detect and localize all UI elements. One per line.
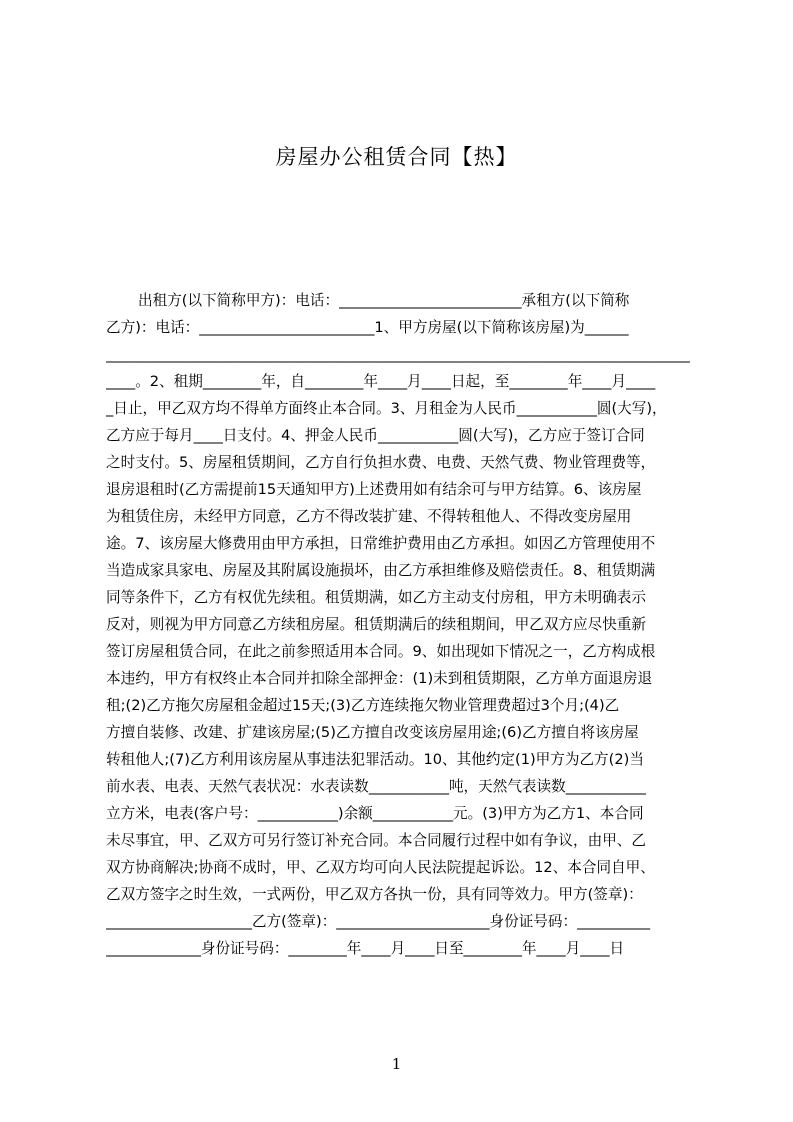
body-line: 签订房屋租赁合同，在此之前参照适用本合同。9、如出现如下情况之一，乙方构成根 [106,643,656,660]
body-line: 反对，则视为甲方同意乙方续租房屋。租赁期满后的续租期间，甲乙双方应尽快重新 [106,616,646,633]
body-line: 之时支付。5、房屋租赁期间，乙方自行负担水费、电费、天然气费、物业管理费等， [106,454,656,471]
body-line: 立方米，电表(客户号：___________)余额___________元。(3)甲方为乙方1、本合同 [106,805,644,822]
body-line: 乙双方签字之时生效，一式两份，甲乙双方各执一份，具有同等效力。甲方(签章)： [106,886,643,903]
body-line: 为租赁住房，未经甲方同意，乙方不得改装扩建、不得转租他人、不得改变房屋用 [106,508,632,525]
document-title: 房屋办公租赁合同【热】 [275,145,518,169]
body-line: ____。2、租期________年，自________年____月____日起，至________年____月____ [106,373,656,390]
body-line: 本违约，甲方有权终止本合同并扣除全部押金：(1)未到租赁期限，乙方单方面退房退 [106,670,653,687]
body-line: 未尽事宜，甲、乙双方可另行签订补充合同。本合同履行过程中如有争议，由甲、乙 [106,832,646,849]
body-line: ____________________乙方(签章)：_____________________身份证号码：__________ [106,913,651,930]
contract-body [106,287,697,962]
body-line: 同等条件下，乙方有权优先续租。租赁期满，如乙方主动支付房租，甲方未明确表示 [106,589,646,606]
body-line: 方擅自装修、改建、扩建该房屋;(5)乙方擅自改变该房屋用途;(6)乙方擅自将该房屋 [106,724,639,741]
page-number: 1 [391,1055,402,1073]
body-line: 退房退租时(乙方需提前15天通知甲方)上述费用如有结余可与甲方结算。6、该房屋 [106,481,642,498]
body-line: _日止，甲乙双方均不得单方面终止本合同。3、月租金为人民币___________圆(大写)， [106,400,667,417]
body-line: ________________________________________________________________________________ [106,346,690,363]
body-line: 乙方应于每月____日支付。4、押金人民币___________圆(大写)，乙方应于签订合同 [106,427,645,444]
body-line: 双方协商解决;协商不成时，甲、乙双方均可向人民法院提起诉讼。12、本合同自甲、 [106,859,655,876]
body-line: 乙方)：电话：________________________1、甲方房屋(以下简称该房屋)为______ [106,319,629,336]
body-line: 租;(2)乙方拖欠房屋租金超过15天;(3)乙方连续拖欠物业管理费超过3个月;(4)乙 [106,697,620,714]
body-line: 当造成家具家电、房屋及其附属设施损坏，由乙方承担维修及赔偿责任。8、租赁期满 [106,562,656,579]
body-line: _____________身份证号码：________年____月____日至________年____月____日 [106,940,625,957]
body-line: 途。7、该房屋大修费用由甲方承担，日常维护费用由乙方承担。如因乙方管理使用不 [106,535,656,552]
body-line: 出租方(以下简称甲方)：电话：_________________________承租方(以下简称 [138,292,630,309]
body-line: 转租他人;(7)乙方利用该房屋从事违法犯罪活动。10、其他约定(1)甲方为乙方(2)当 [106,751,644,768]
body-line: 前水表、电表、天然气表状况：水表读数___________吨，天然气表读数___________ [106,778,646,795]
